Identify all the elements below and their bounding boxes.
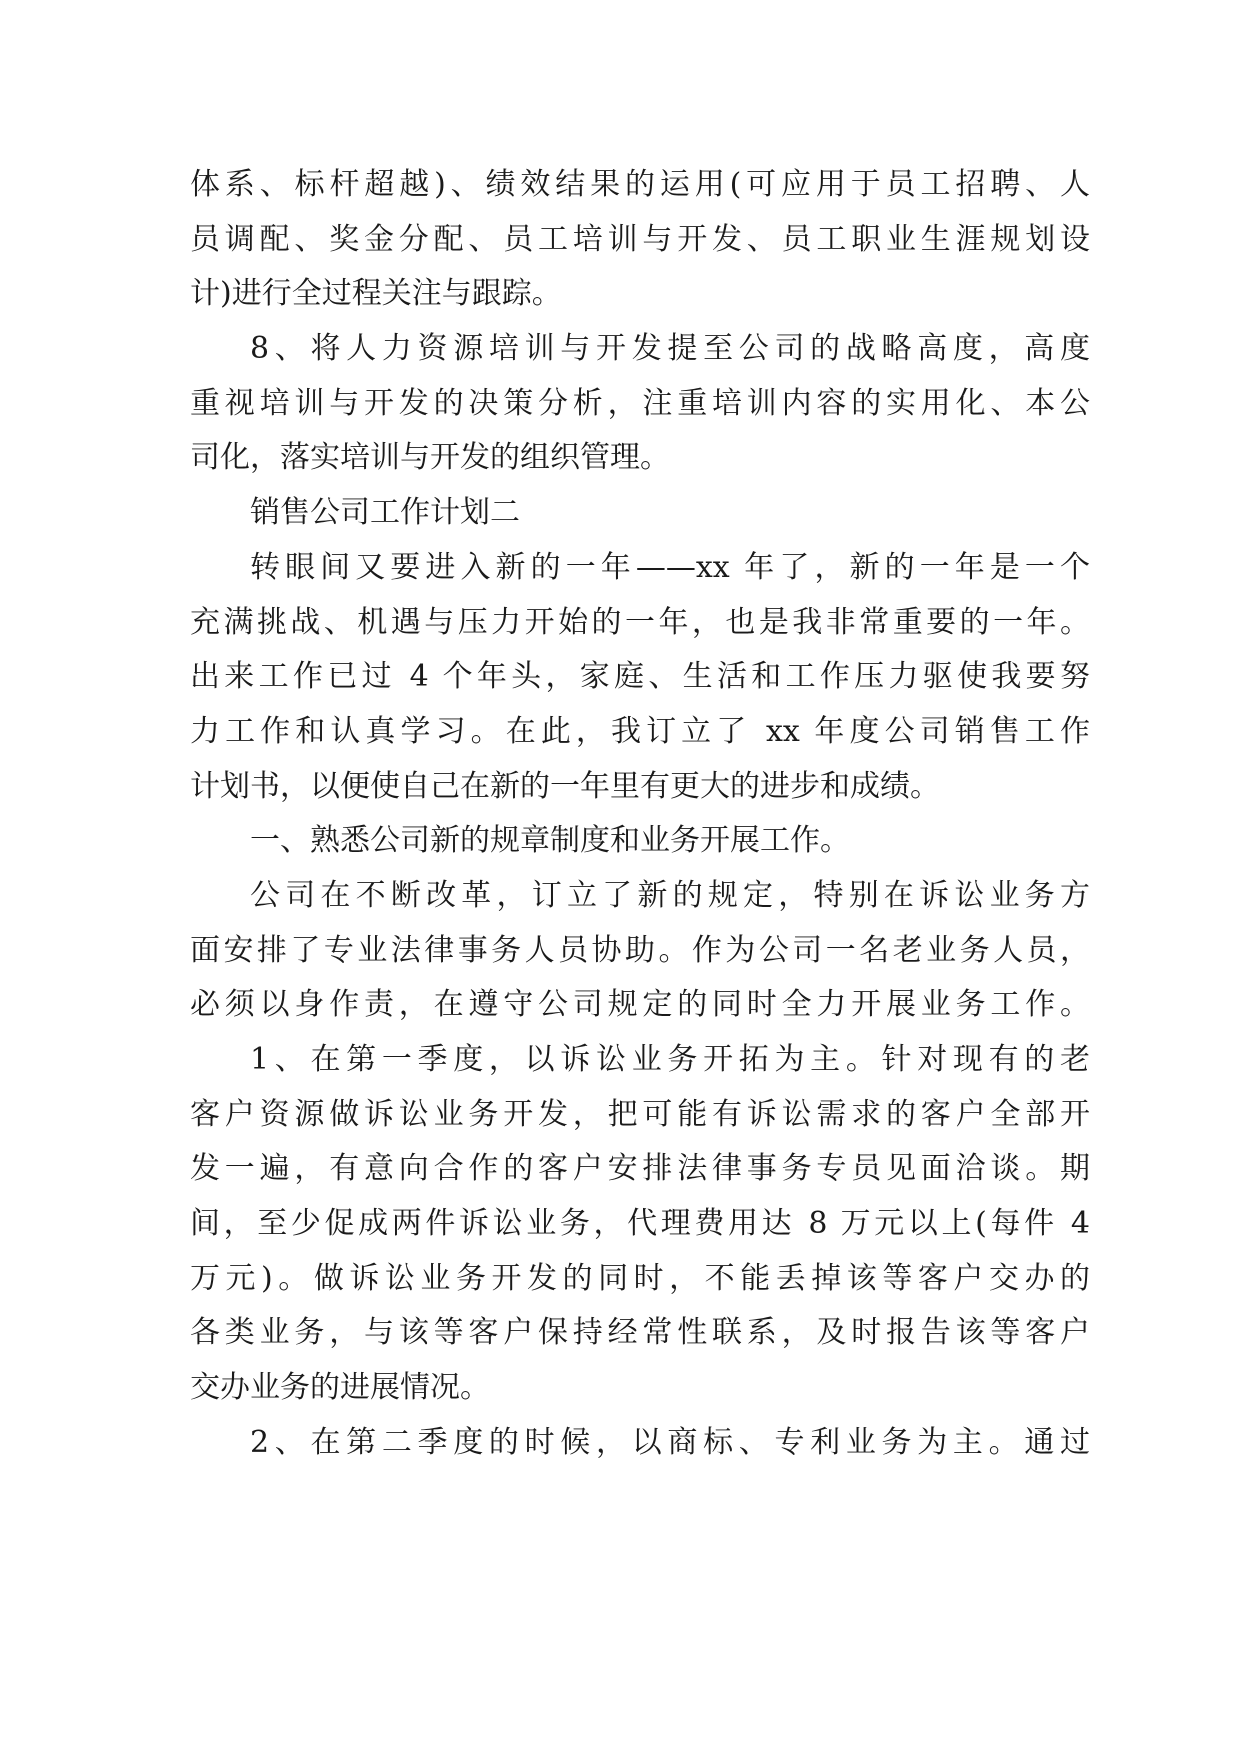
text-line: 员调配、奖金分配、员工培训与开发、员工职业生涯规划设 xyxy=(190,221,1090,257)
text-line: 体系、标杆超越)、绩效结果的运用(可应用于员工招聘、人 xyxy=(190,167,1090,202)
text-line: 重视培训与开发的决策分析，注重培训内容的实用化、本公 xyxy=(190,385,1090,421)
text-line: 必须以身作责，在遵守公司规定的同时全力开展业务工作。 xyxy=(190,987,1090,1023)
body-text xyxy=(190,158,1090,1471)
text-line: 万元)。做诉讼业务开发的同时，不能丢掉该等客户交办的 xyxy=(190,1260,1090,1296)
text-line: 一、熟悉公司新的规章制度和业务开展工作。 xyxy=(250,823,850,859)
text-line: 1、在第一季度，以诉讼业务开拓为主。针对现有的老 xyxy=(250,1042,1090,1077)
text-line: 销售公司工作计划二 xyxy=(250,495,520,531)
text-line: 面安排了专业法律事务人员协助。作为公司一名老业务人员， xyxy=(190,932,1090,968)
text-line: 计划书，以便使自己在新的一年里有更大的进步和成绩。 xyxy=(190,768,940,804)
text-line: 出来工作已过 4 个年头，家庭、生活和工作压力驱使我要努 xyxy=(190,659,1090,695)
text-line: 客户资源做诉讼业务开发，把可能有诉讼需求的客户全部开 xyxy=(190,1096,1090,1132)
text-line: 转眼间又要进入新的一年——xx 年了，新的一年是一个 xyxy=(250,549,1090,585)
text-line: 各类业务，与该等客户保持经常性联系，及时报告该等客户 xyxy=(190,1315,1090,1351)
text-line: 交办业务的进展情况。 xyxy=(190,1370,490,1406)
text-line: 2、在第二季度的时候，以商标、专利业务为主。通过 xyxy=(250,1424,1090,1460)
text-line: 计)进行全过程关注与跟踪。 xyxy=(190,276,562,312)
text-line: 公司在不断改革，订立了新的规定，特别在诉讼业务方 xyxy=(250,877,1090,913)
text-line: 8、将人力资源培训与开发提至公司的战略高度，高度 xyxy=(250,331,1090,367)
text-line: 司化，落实培训与开发的组织管理。 xyxy=(190,440,670,476)
text-line: 力工作和认真学习。在此，我订立了 xx 年度公司销售工作 xyxy=(190,713,1090,749)
text-line: 间，至少促成两件诉讼业务，代理费用达 8 万元以上(每件 4 xyxy=(190,1206,1090,1242)
text-line: 发一遍，有意向合作的客户安排法律事务专员见面洽谈。期 xyxy=(190,1151,1090,1187)
text-line: 充满挑战、机遇与压力开始的一年，也是我非常重要的一年。 xyxy=(190,604,1090,640)
